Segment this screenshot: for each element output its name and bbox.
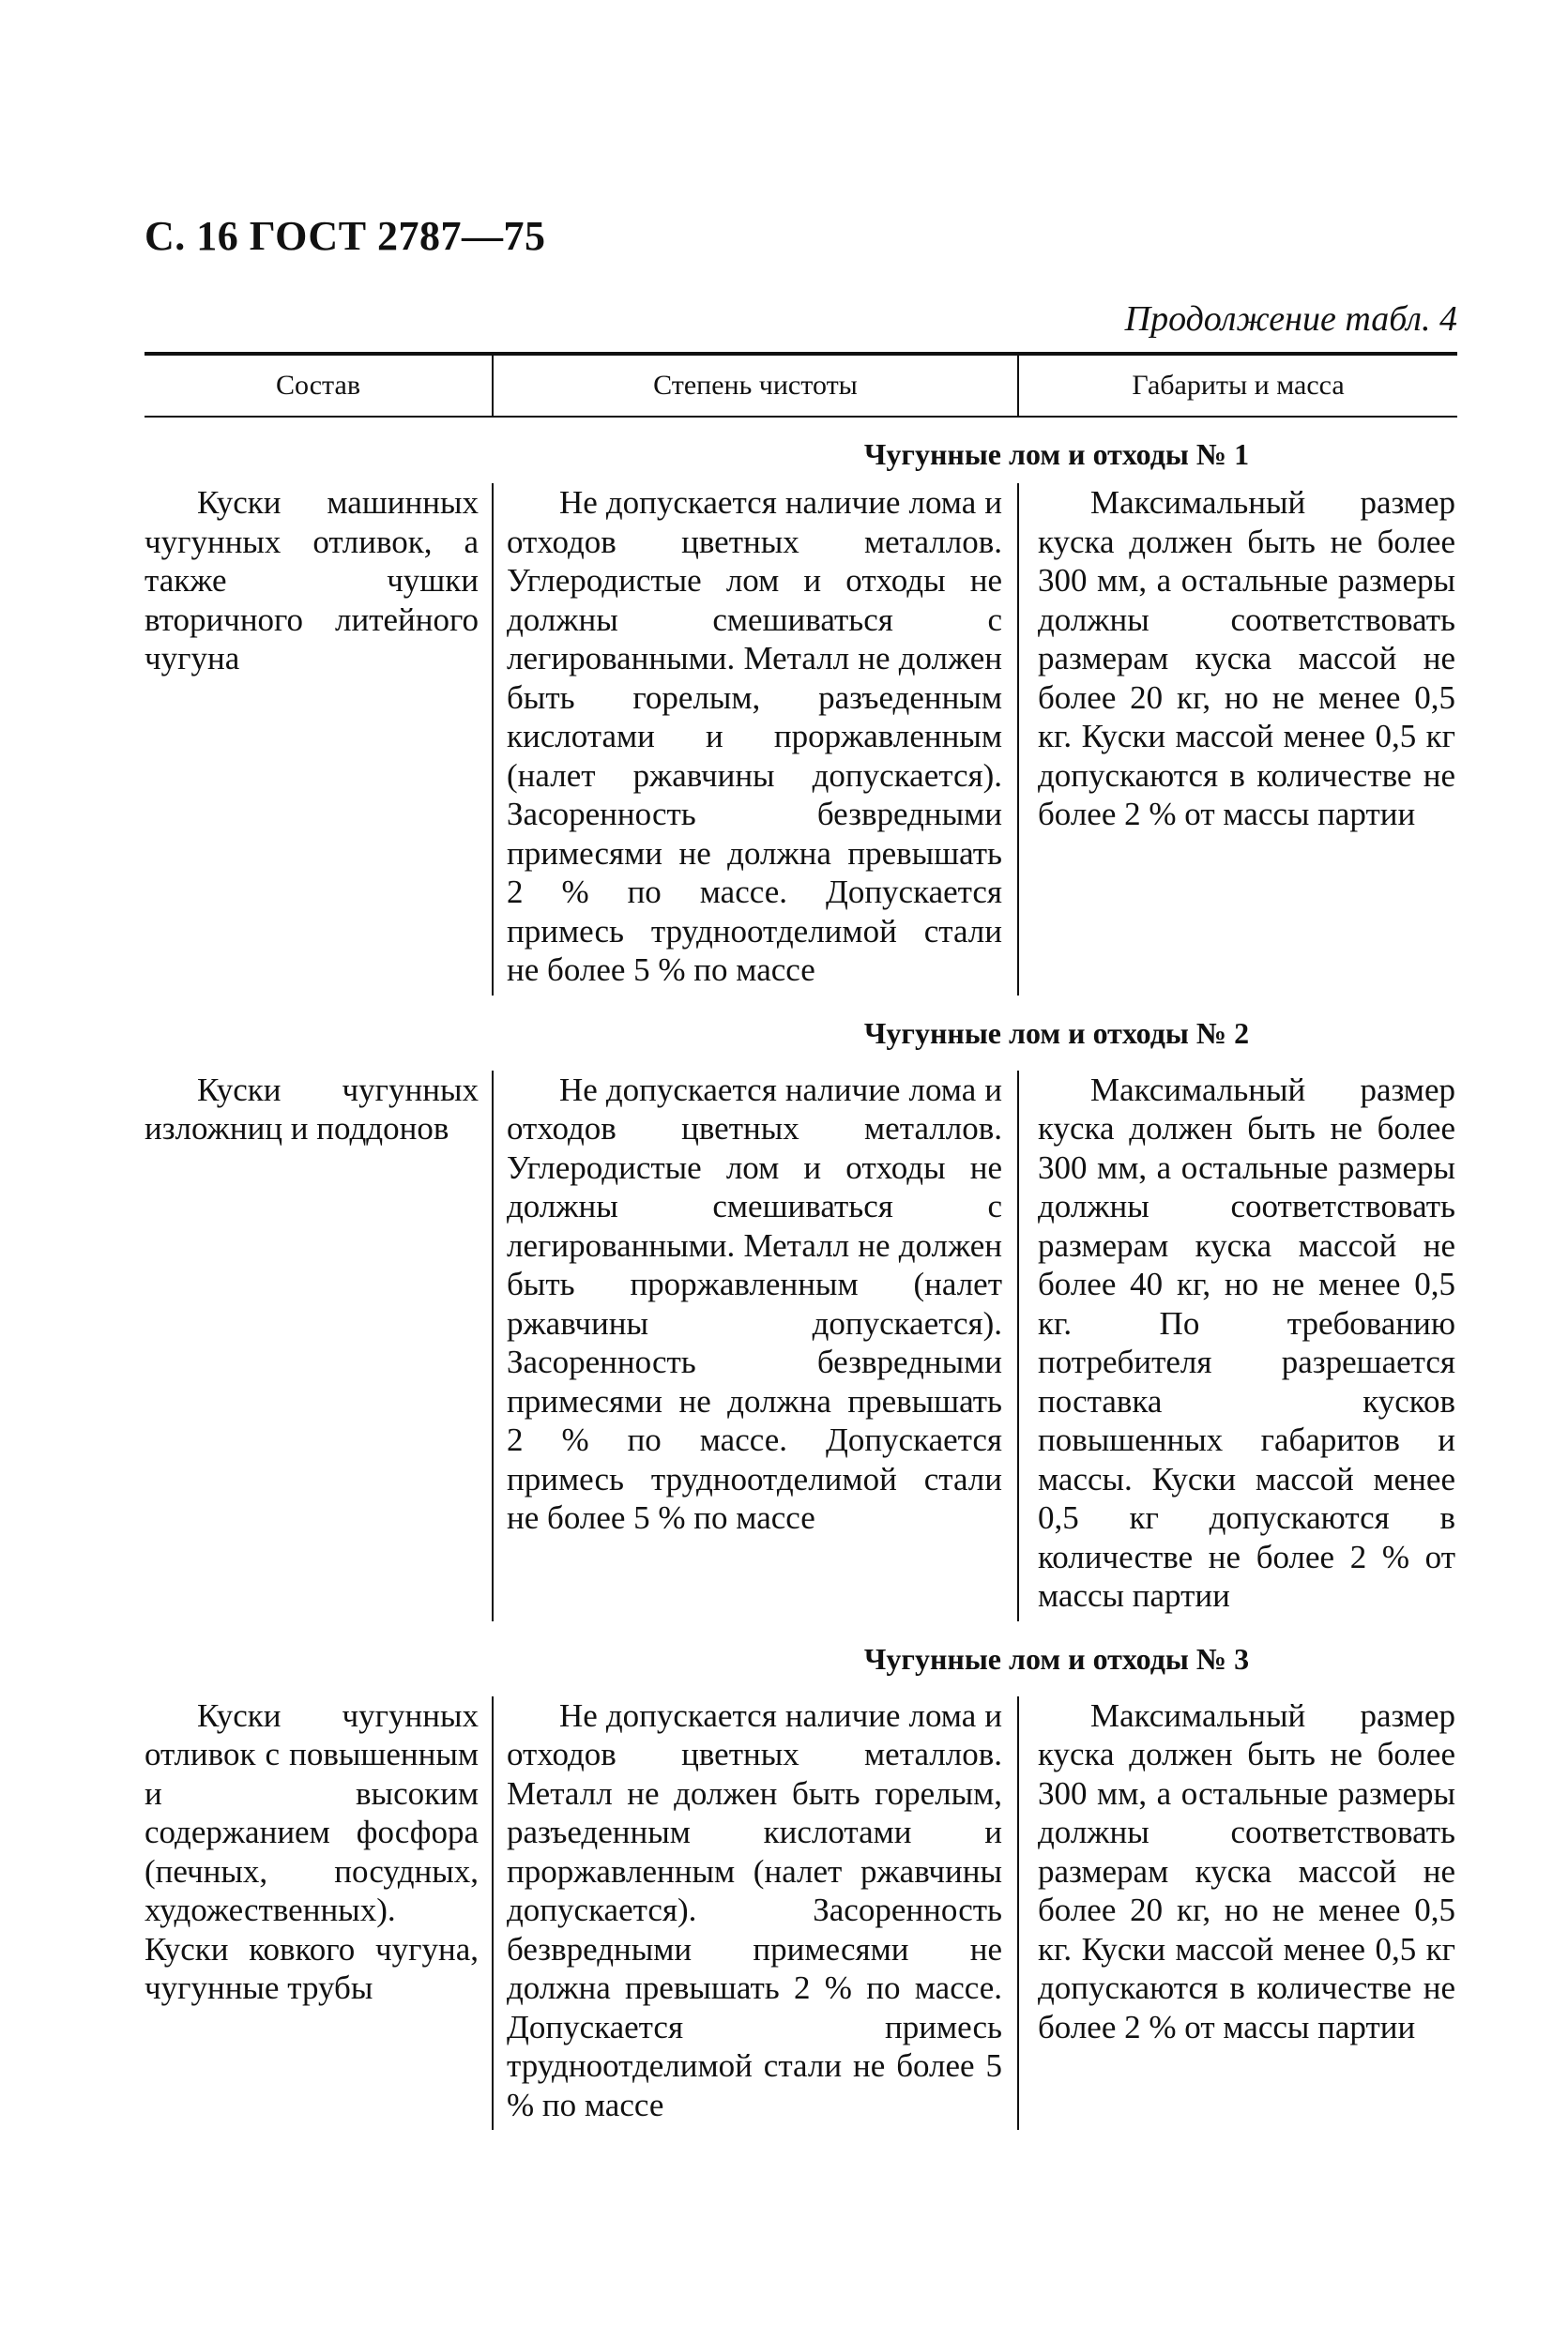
- section-title: Чугунные лом и отходы № 1: [863, 437, 1250, 471]
- purity-cell: Не допускается наличие лома и отходов цветных металлов. Углеродистые лом и отходы не должны смешиваться с легированными. Металл не должен быть горелым, разъеденным кислотами и проржавленным (налет ржавчины допускается). Засоренность безвредными примесями не должна превышать 2 % по массе. Допускается примесь трудноотделимой стали не более 5 % по массе: [492, 483, 1017, 996]
- column-header-purity: Степень чистоты: [492, 356, 1017, 416]
- table-header: [145, 352, 1457, 418]
- column-header-dimensions: Габариты и масса: [1017, 356, 1457, 416]
- purity-cell: Не допускается наличие лома и отходов цветных металлов. Металл не должен быть горелым, разъеденным кислотами и проржавленным (налет ржавчины допускается). Засоренность безвредными примесями не должна превышать 2 % по массе. Допускается примесь трудноотделимой стали не более 5 % по массе: [492, 1696, 1017, 2131]
- column-header-composition: Состав: [275, 370, 361, 401]
- composition-cell: Куски чугунных изложниц и поддонов: [145, 1071, 479, 1147]
- dimensions-cell: Максимальный размер куска должен быть не более 300 мм, а остальные размеры должны соответствовать размерам куска массой не более 20 кг, но не менее 0,5 кг. Куски массой менее 0,5 кг допускаются в количестве не более 2 % от массы партии: [1017, 1696, 1457, 2131]
- section-title: Чугунные лом и отходы № 2: [863, 1015, 1250, 1050]
- table-4: [145, 352, 1457, 2130]
- table-row: [145, 483, 1457, 996]
- section-title: Чугунные лом и отходы № 3: [863, 1641, 1250, 1676]
- table-row: [145, 1071, 1457, 1621]
- dimensions-cell: Максимальный размер куска должен быть не более 300 мм, а остальные размеры должны соответствовать размерам куска массой не более 40 кг, но не менее 0,5 кг. По требованию потребителя разрешается поставка кусков повышенных габаритов и массы. Куски массой менее 0,5 кг допускаются в количестве не более 2 % от массы партии: [1017, 1071, 1457, 1621]
- purity-cell: Не допускается наличие лома и отходов цветных металлов. Углеродистые лом и отходы не должны смешиваться с легированными. Металл не должен быть проржавленным (налет ржавчины допускается). Засоренность безвредными примесями не должна превышать 2 % по массе. Допускается примесь трудноотделимой стали не более 5 % по массе: [492, 1071, 1017, 1621]
- table-row: [145, 1696, 1457, 2131]
- composition-cell: Куски машинных чугунных отливок, а также чушки вторичного литейного чугуна: [145, 484, 479, 677]
- composition-cell: Куски чугунных отливок с повышенным и высоким содержанием фосфора (печных, посудных, художественных). Куски ковкого чугуна, чугунные трубы: [145, 1696, 479, 2006]
- dimensions-cell: Максимальный размер куска должен быть не более 300 мм, а остальные размеры должны соответствовать размерам куска массой не более 20 кг, но не менее 0,5 кг. Куски массой менее 0,5 кг допускаются в количестве не более 2 % от массы партии: [1017, 483, 1457, 996]
- table-continuation-label: Продолжение табл. 4: [1124, 299, 1457, 339]
- page-header: С. 16 ГОСТ 2787—75: [145, 213, 546, 259]
